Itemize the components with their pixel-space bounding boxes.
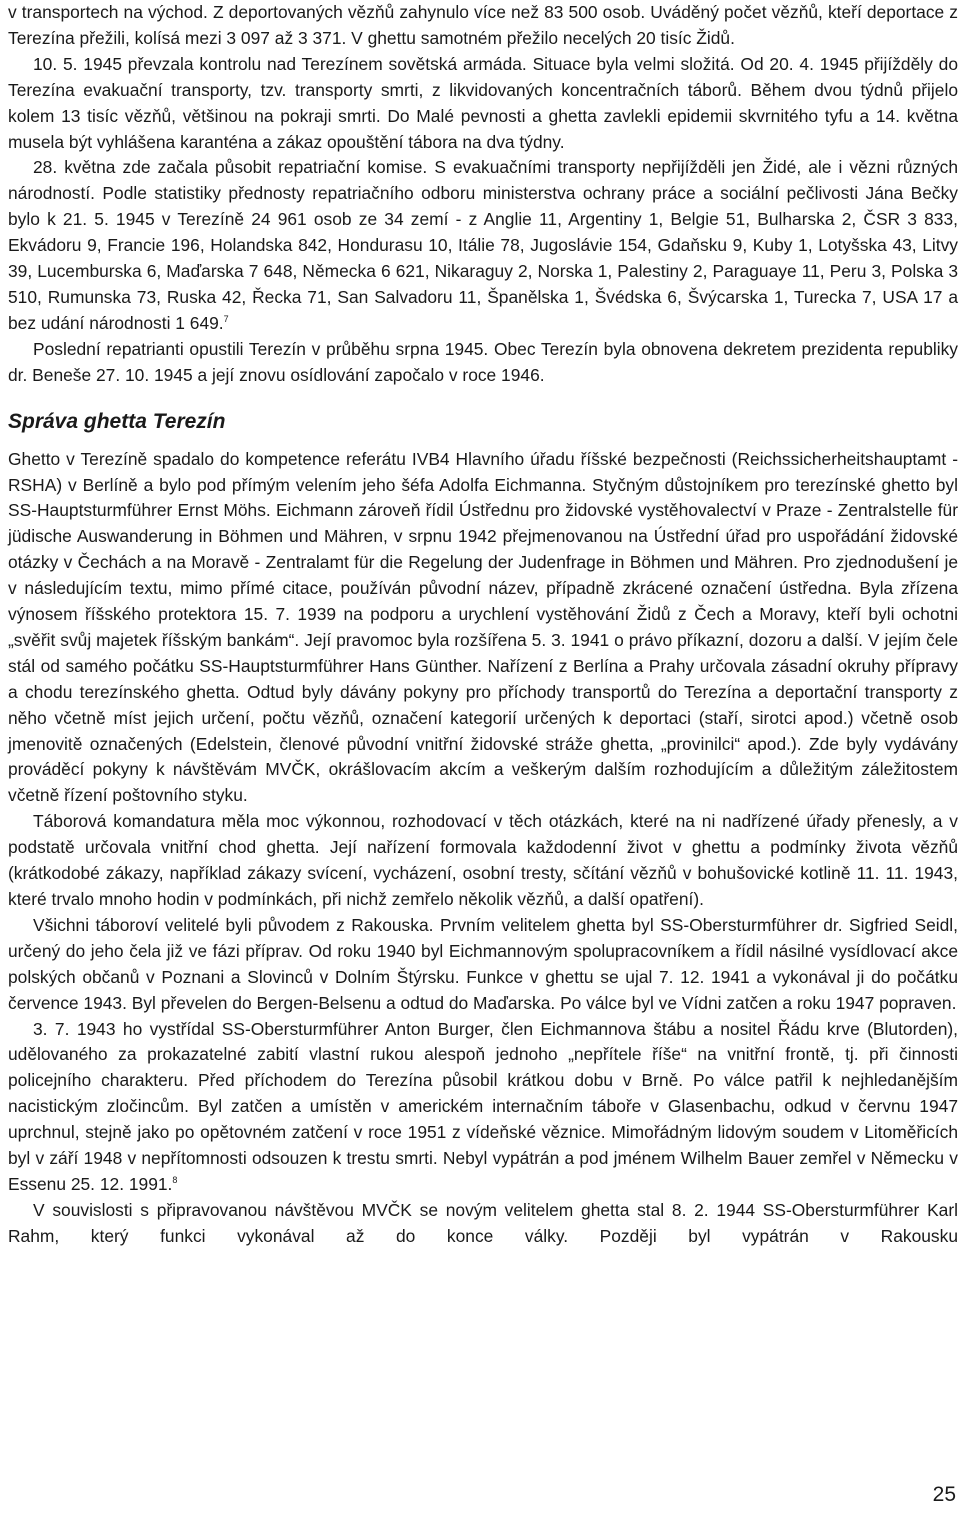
paragraph-last-repatriants-text: Poslední repatrianti opustili Terezín v průběhu srpna 1945. Obec Terezín byla obnovena dekretem prezidenta republiky dr. Beneše 27. 10. 1945 a její znovu osídlování započalo v roce 1946.: [8, 338, 958, 385]
paragraph-anton-burger-text: 3. 7. 1943 ho vystřídal SS-Obersturmführer Anton Burger, člen Eichmannova štábu a nositel Řádu krve (Blutorden), udělovaného za prokazatelné zabití vlastní rukou alespoň jednoho „nepřítele říše“ na vnitřní frontě, tj. při činnosti policejního charakteru. Před příchodem do Terezína působil krátkou dobu v Brně. Po válce patřil k nejhledanějším nacistickým zločincům. Byl zatčen a umístěn v americkém internačním táboře v Glasenbachu, odkud v červnu 1947 uprchnul, stejně jako po opětovném zatčení v roce 1951 z vídeňské věznice. Mimořádným lidovým soudem v Litoměřicích byl v září 1948 v nepřítomnosti odsouzen k trestu smrti. Nebyl vypátrán a pod jménem Wilhelm Bauer zemřel v Německu v Essenu 25. 12. 1991.: [8, 1018, 958, 1194]
paragraph-soviet-army: [8, 52, 958, 156]
paragraph-camp-command: [8, 809, 958, 913]
section-title: Správa ghetta Terezín: [8, 409, 226, 433]
paragraph-ghetto-administration: [8, 447, 958, 810]
paragraph-intro: [8, 0, 958, 52]
paragraph-anton-burger: [8, 1017, 958, 1198]
paragraph-soviet-army-text: 10. 5. 1945 převzala kontrolu nad Terezínem sovětská armáda. Situace byla velmi složitá. Od 20. 4. 1945 přijížděly do Terezína evakuační transporty, tzv. transporty smrti, z likvidovaných koncentračních táborů. Během dvou týdnů přijelo kolem 13 tisíc vězňů, většinou na pokraji smrti. Do Malé pevnosti a ghetta zavlekli epidemii skvrnitého tyfu a 14. května musela být vyhlášena karanténa a zákaz opouštění tábora na dva týdny.: [8, 53, 958, 152]
page-body: [8, 0, 958, 1250]
paragraph-camp-commanders: [8, 913, 958, 1017]
paragraph-karl-rahm: [8, 1198, 958, 1250]
paragraph-repatriation-commission-text: 28. května zde začala působit repatriační komise. S evakuačními transporty nepřijížděli jen Židé, ale i vězni různých národností. Podle statistiky přednosty repatriačního odboru ministerstva ochrany práce a sociální pečlivosti Jána Bečky bylo k 21. 5. 1945 v Terezíně 24 961 osob ze 34 zemí - z Anglie 11, Argentiny 1, Belgie 51, Bulharska 2, ČSR 3 833, Ekvádoru 9, Francie 196, Holandska 842, Hondurasu 10, Itálie 78, Jugoslávie 154, Gdaňsku 9, Kuby 1, Lotyšska 43, Litvy 39, Lucemburska 6, Maďarska 7 648, Německa 6 621, Nikaraguy 2, Norska 1, Palestiny 2, Paraguaye 11, Peru 3, Polska 3 510, Rumunska 73, Ruska 42, Řecka 71, San Salvadoru 11, Španělska 1, Švédska 6, Švýcarska 1, Turecka 7, USA 17 a bez udání národnosti 1 649.: [8, 157, 958, 333]
paragraph-last-repatriants: [8, 337, 958, 389]
paragraph-karl-rahm-text: V souvislosti s připravovanou návštěvou MVČK se novým velitelem ghetta stal 8. 2. 1944 SS-Obersturmführer Karl Rahm, který funkci vykonával až do konce války. Později byl vypátrán v Rakousku: [8, 1199, 958, 1246]
paragraph-ghetto-administration-text: Ghetto v Terezíně spadalo do kompetence referátu IVB4 Hlavního úřadu říšské bezpečnosti (Reichssicherheitshauptamt - RSHA) v Berlíně a bylo pod přímým velením jeho šéfa Adolfa Eichmanna. Styčným důstojníkem pro terezínské ghetto byl SS-Hauptsturmführer Ernst Möhs. Eichmann zároveň řídil Ústřednu pro židovské vystěhovalectví v Praze - Zentralstelle für jüdische Auswanderung in Böhmen und Mähren, v srpnu 1942 přejmenovanou na Ústřední úřad pro uspořádání židovské otázky v Čechách a na Moravě - Zentralamt für die Regelung der Judenfrage in Böhmen und Mähren. Pro zjednodušení je v následujícím textu, mimo přímé citace, používán původní název, případně zkrácené označení ústředna. Byla zřízena výnosem říšského protektora 15. 7. 1939 na podporu a urychlení vystěhování Židů z Čech a Moravy, kteří byli ochotni „svěřit svůj majetek říšským bankám“. Její pravomoc byla rozšířena 5. 3. 1941 o právo příkazní, dozoru a další. V jejím čele stál od samého počátku SS-Hauptsturmführer Hans Günther. Nařízení z Berlína a Prahy určovala zásadní okruhy přípravy a chodu terezínského ghetta. Odtud byly dávány pokyny pro příchody transportů do Terezína a deportační transporty z něho včetně míst jejich určení, počtu vězňů, označení kategorií určených k deportaci (staří, sirotci apod.) včetně osob jmenovitě označených (Edelstein, členové původní vnitřní židovské stráže ghetta, „provinilci“ apod.). Zde byly vydávány prováděcí pokyny k návštěvám MVČK, okrášlovacím akcím a veškerým dalším rozhodujícím a důležitým záležitostem včetně řízení poštovního styku.: [8, 448, 958, 806]
footnote-ref-8: 8: [172, 1175, 178, 1186]
footnote-ref-7: 7: [223, 314, 229, 325]
page-number: 25: [932, 1483, 956, 1506]
paragraph-camp-command-text: Táborová komandatura měla moc výkonnou, rozhodovací v těch otázkách, které na ni nadřízené úřady přenesly, a v podstatě určovala vnitřní chod ghetta. Její nařízení formovala každodenní život v ghettu a podmínky života vězňů (krátkodobé zákazy, například zákazy svícení, vycházení, osobní tresty, sčítání vězňů v bohušovické kotlině 11. 11. 1943, které trvalo mnoho hodin v podmínkách, při nichž zemřelo několik vězňů, a další opatření).: [8, 811, 958, 909]
paragraph-repatriation-commission: [8, 155, 958, 336]
paragraph-intro-text: v transportech na východ. Z deportovaných vězňů zahynulo více než 83 500 osob. Uváděný počet vězňů, kteří deportace z Terezína přežili, kolísá mezi 3 097 až 3 371. V ghettu samotném přežilo necelých 20 tisíc Židů.: [8, 2, 958, 48]
paragraph-camp-commanders-text: Všichni táboroví velitelé byli původem z Rakouska. Prvním velitelem ghetta byl SS-Obersturmführer dr. Sigfried Seidl, určený do jeho čela již ve fázi příprav. Od roku 1940 byl Eichmannovým spolupracovníkem a řídil násilné vysídlovací akce polských občanů v Poznani a Slovinců v Dolním Štýrsku. Funkce v ghettu se ujal 7. 12. 1941 a vykonával ji do počátku července 1943. Byl převelen do Bergen-Belsenu a odtud do Maďarska. Po válce byl ve Vídni zatčen a roku 1947 popraven.: [8, 914, 958, 1013]
